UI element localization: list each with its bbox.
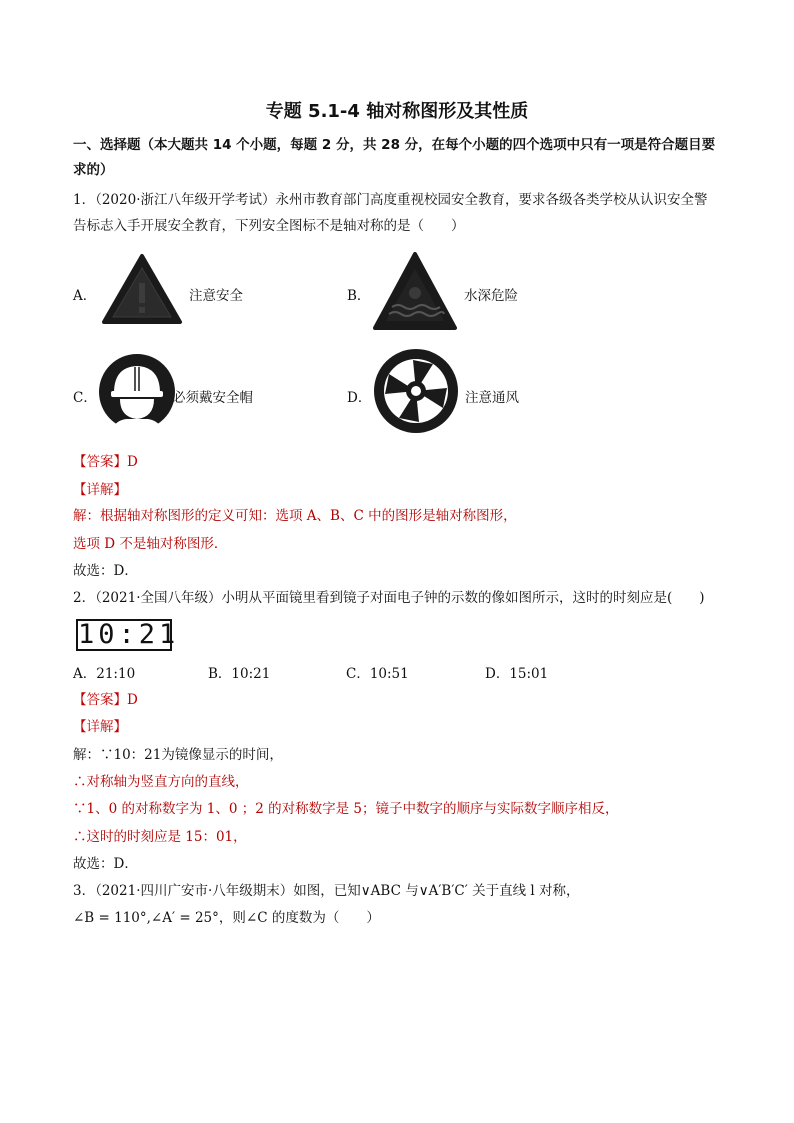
q2-explanation-3: ∵1、0 的对称数字为 1、0 ；2 的对称数字是 5；镜子中数字的顺序与实际数字顺序相反， xyxy=(73,801,619,817)
q1-option-a-letter: A． xyxy=(73,288,97,304)
section-heading: 一、选择题（本大题共 14 个小题，每题 2 分，共 28 分，在每个小题的四个选项中只有一项是符合题目要 xyxy=(73,137,716,153)
q3-stem: 3．（2021·四川广安市·八年级期末）如图，已知∨ABC 与∨A′B′C′ 关于直线 l 对称， xyxy=(73,883,580,899)
warning-triangle-icon xyxy=(101,253,183,325)
q1-option-b-letter: B． xyxy=(347,288,371,304)
q2-detail-tag: 【详解】 xyxy=(73,719,127,735)
q1-explanation: 解：根据轴对称图形的定义可知：选项 A、B、C 中的图形是轴对称图形， xyxy=(73,508,517,524)
mirror-clock-figure xyxy=(76,619,180,651)
q2-choice-d: D．15:01 xyxy=(485,666,549,682)
q2-stem: 2．（2021·全国八年级）小明从平面镜里看到镜子对面电子钟的示数的像如图所示，这时的时刻应是( ) xyxy=(73,590,705,606)
q1-option-d-letter: D． xyxy=(347,390,372,406)
q1-option-c-label: 必须戴安全帽 xyxy=(172,390,253,406)
q1-stem-cont: 告标志入手开展安全教育，下列安全图标不是轴对称的是（ ） xyxy=(73,218,465,234)
q1-explanation-cont: 选项 D 不是轴对称图形． xyxy=(73,536,228,552)
page-title: 专题 5.1-4 轴对称图形及其性质 xyxy=(265,101,529,122)
q1-conclusion: 故选：D． xyxy=(73,563,138,579)
q1-option-b-label: 水深危险 xyxy=(464,288,518,304)
q1-option-d-label: 注意通风 xyxy=(465,390,519,406)
q2-choice-a: A．21:10 xyxy=(73,666,136,682)
q2-explanation-1: 解：∵10：21为镜像显示的时间， xyxy=(73,747,283,763)
q2-choice-c: C．10:51 xyxy=(346,666,409,682)
q2-explanation-2: ∴对称轴为竖直方向的直线， xyxy=(73,774,249,790)
q1-stem: 1．（2020·浙江八年级开学考试）永州市教育部门高度重视校园安全教育，要求各级各类学校从认识安全警 xyxy=(73,192,708,208)
q2-conclusion: 故选：D． xyxy=(73,856,138,872)
safety-helmet-icon xyxy=(98,353,176,431)
section-heading-cont: 求的） xyxy=(73,162,114,178)
q1-detail-tag: 【详解】 xyxy=(73,482,127,498)
q1-option-a-label: 注意安全 xyxy=(189,288,243,304)
ventilation-fan-icon xyxy=(373,348,459,434)
q2-answer: 【答案】D xyxy=(73,692,138,708)
q2-explanation-4: ∴这时的时刻应是 15：01， xyxy=(73,829,247,845)
q1-answer: 【答案】D xyxy=(73,454,138,470)
q1-option-c-letter: C． xyxy=(73,390,97,406)
q3-stem-cont: ∠B = 110°,∠A′ = 25°，则∠C 的度数为（ ） xyxy=(73,910,380,926)
clock-display: 10:21 xyxy=(78,619,180,650)
deep-water-triangle-icon xyxy=(372,251,458,331)
q2-choice-b: B．10:21 xyxy=(208,666,271,682)
